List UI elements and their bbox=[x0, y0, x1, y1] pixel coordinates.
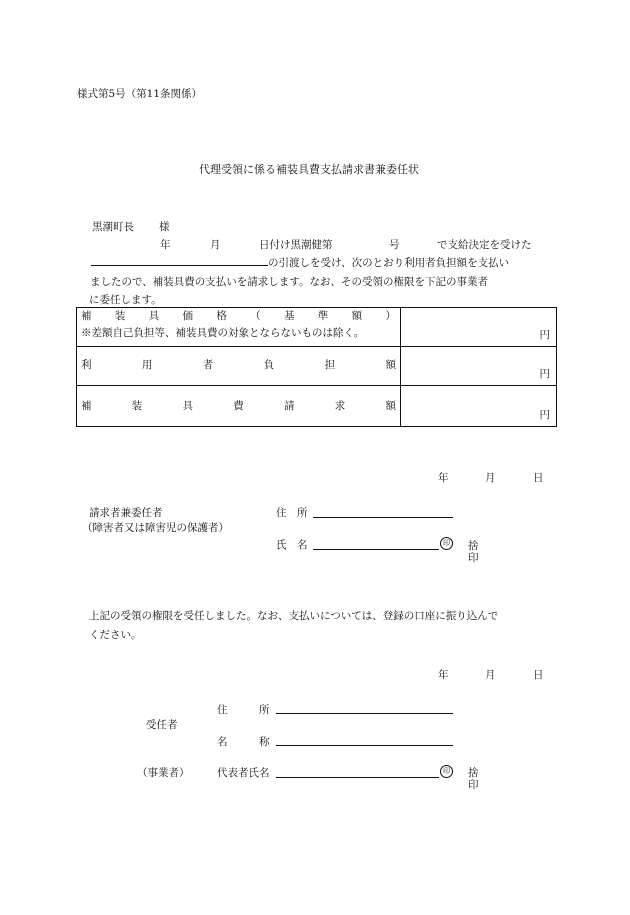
agent-company-field[interactable] bbox=[276, 745, 453, 746]
seal-icon: 印 bbox=[440, 537, 453, 550]
body-line-3: ましたので、補装具費の支払いを請求します。なお、その受領の権限を下記の事業者 bbox=[90, 276, 488, 288]
sute-in-mark-bottom: 印 bbox=[468, 552, 479, 564]
body-line-2: の引渡しを受け、次のとおり利用者負担額を支払い bbox=[268, 257, 510, 269]
claimant-title: 請求者兼委任者 bbox=[89, 507, 163, 519]
agent-business-label: （事業者） bbox=[137, 767, 190, 779]
date1-day: 日 bbox=[533, 472, 544, 484]
agent-address-label: 住 所 bbox=[217, 704, 270, 716]
table-row bbox=[77, 347, 557, 386]
body-line-4: に委任します。 bbox=[89, 294, 162, 306]
user-share-label: 利 用 者 負 担 額 bbox=[81, 359, 396, 371]
body-decision-text: で支給決定を受けた bbox=[437, 239, 532, 251]
device-price-label-cell bbox=[77, 308, 401, 347]
device-name-line bbox=[91, 265, 268, 266]
claimant-name-field[interactable] bbox=[313, 549, 439, 550]
sute-in-mark-top: 捨 bbox=[468, 540, 479, 552]
agent-address-field[interactable] bbox=[276, 713, 453, 714]
claim-amount-value[interactable] bbox=[401, 386, 557, 427]
delegation-text-line-2: ください。 bbox=[89, 629, 142, 641]
body-date-month: 月 bbox=[210, 239, 221, 251]
table-row bbox=[77, 308, 557, 347]
sute-in-mark-bottom: 印 bbox=[468, 779, 479, 791]
body-number-suffix: 号 bbox=[389, 239, 400, 251]
date1-month: 月 bbox=[485, 472, 496, 484]
table-row bbox=[77, 386, 557, 427]
agent-title: 受任者 bbox=[146, 719, 178, 731]
agent-company-label: 名 称 bbox=[217, 736, 270, 748]
date1-year: 年 bbox=[438, 472, 449, 484]
addressee-honorific: 様 bbox=[159, 221, 170, 233]
device-price-label: 補 装 具 価 格 （ 基 準 額 ） bbox=[81, 310, 396, 322]
seal-icon: 印 bbox=[440, 765, 453, 778]
claimant-name-label: 氏 名 bbox=[276, 539, 308, 551]
currency-unit: 円 bbox=[539, 368, 550, 380]
claim-amount-label: 補 装 具 費 請 求 額 bbox=[81, 400, 396, 412]
claimant-address-field[interactable] bbox=[313, 517, 453, 518]
device-price-note: ※差額自己負担等、補装具費の対象とならないものは除く。 bbox=[81, 327, 365, 339]
body-date-year: 年 bbox=[160, 239, 171, 251]
addressee-name: 黒潮町長 bbox=[92, 221, 134, 233]
claim-amount-label-cell bbox=[77, 386, 401, 427]
user-share-value[interactable] bbox=[401, 347, 557, 386]
amounts-table bbox=[76, 307, 557, 427]
date2-year: 年 bbox=[438, 669, 449, 681]
form-number: 様式第5号（第11条関係） bbox=[77, 88, 203, 100]
date2-month: 月 bbox=[485, 669, 496, 681]
document-title: 代理受領に係る補装具費支払請求書兼委任状 bbox=[199, 163, 419, 176]
device-price-value[interactable] bbox=[401, 308, 557, 347]
claimant-note: （障害者又は障害児の保護者） bbox=[82, 522, 229, 534]
agent-representative-label: 代表者氏名 bbox=[217, 767, 270, 779]
sute-in-mark-top: 捨 bbox=[468, 767, 479, 779]
agent-representative-field[interactable] bbox=[276, 777, 439, 778]
delegation-text-line-1: 上記の受領の権限を受任しました。なお、支払いについては、登録の口座に振り込んで bbox=[89, 610, 499, 622]
currency-unit: 円 bbox=[539, 329, 550, 341]
date2-day: 日 bbox=[533, 669, 544, 681]
user-share-label-cell bbox=[77, 347, 401, 386]
body-date-suffix: 日付け黒潮健第 bbox=[259, 239, 333, 251]
currency-unit: 円 bbox=[539, 409, 550, 421]
claimant-address-label: 住 所 bbox=[276, 507, 308, 519]
